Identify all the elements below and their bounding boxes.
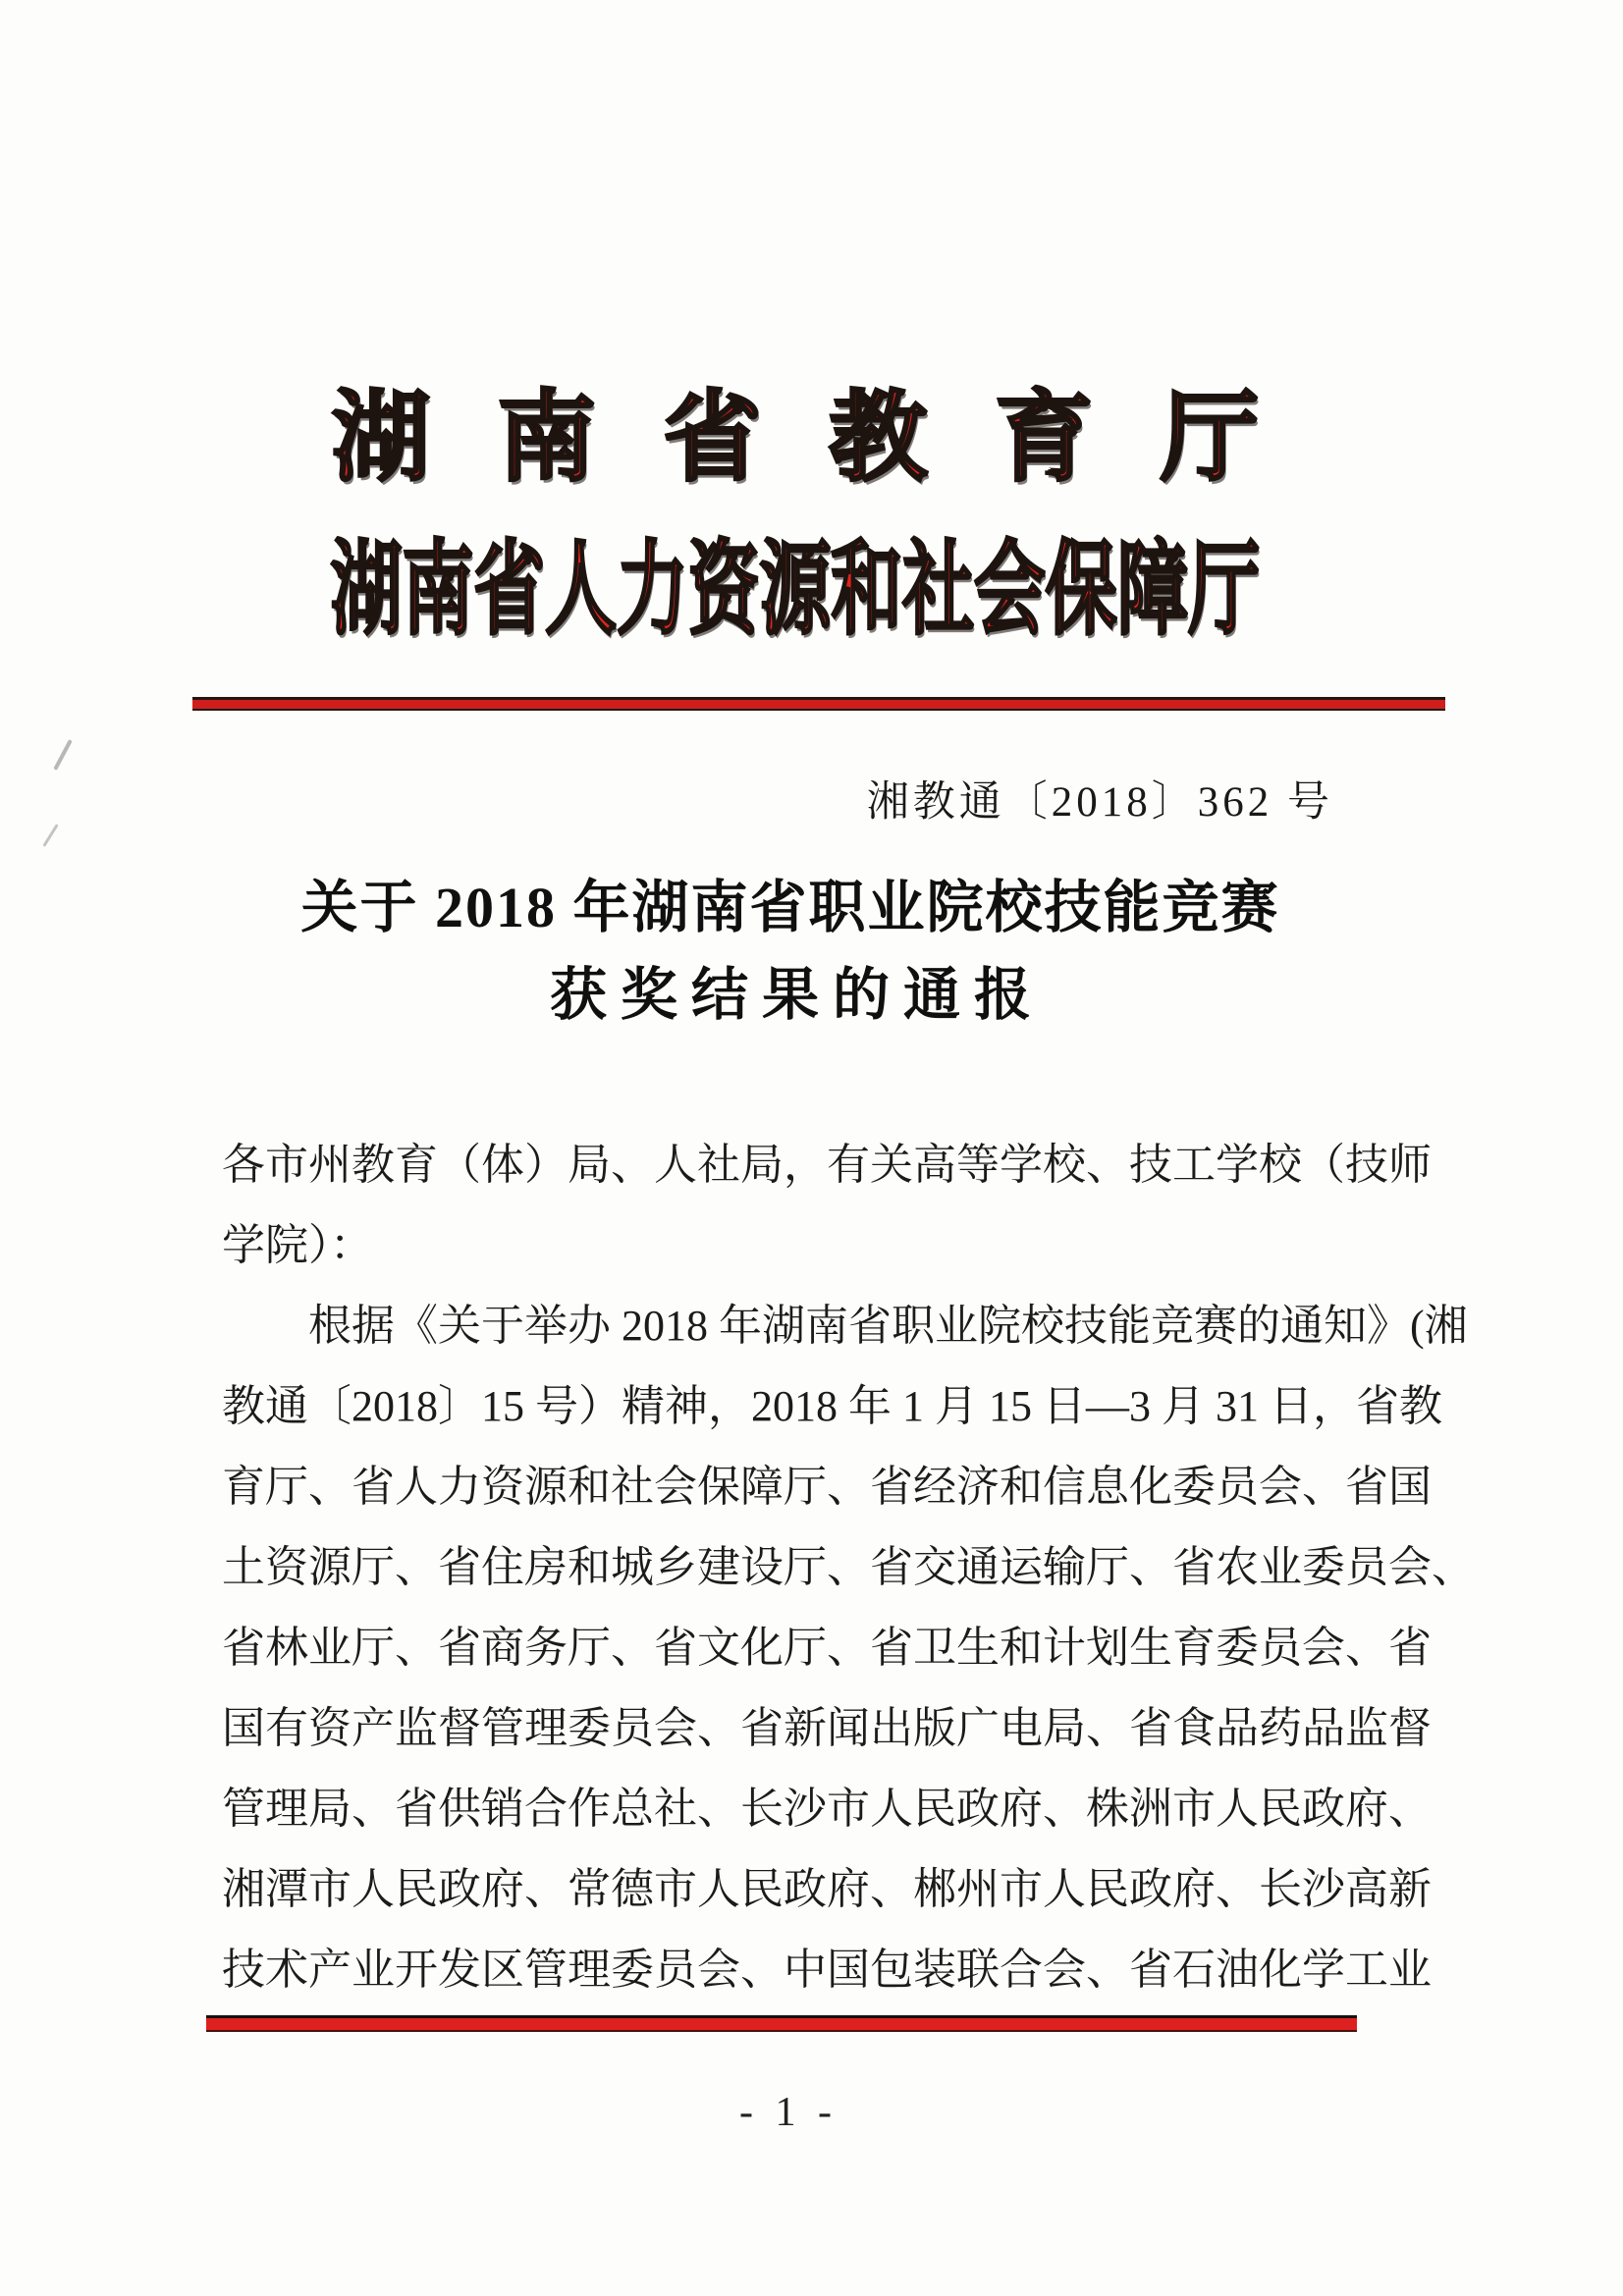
page-number: - 1 -	[739, 2090, 838, 2135]
body-line: 省林业厅、省商务厅、省文化厅、省卫生和计划生育委员会、省	[222, 1624, 1432, 1672]
scan-artifact	[42, 824, 58, 847]
agency-char: 南	[497, 384, 596, 493]
agency-name-secondary	[0, 535, 1591, 647]
agency-char: 育	[995, 384, 1094, 493]
footer-rule	[206, 2015, 1357, 2032]
document-title-line-2: 获奖结果的通报	[549, 963, 1045, 1027]
body-line: 教通〔2018〕15 号）精神，2018 年 1 月 15 日—3 月 31 日，省教	[222, 1382, 1442, 1430]
body-line: 各市州教育（体）局、人社局，有关高等学校、技工学校（技师	[222, 1141, 1432, 1189]
agency-char: 湖	[332, 384, 430, 493]
document-title	[0, 864, 1581, 1039]
document-number: 湘教通〔2018〕362 号	[866, 779, 1333, 826]
agency-name-primary	[332, 385, 1259, 493]
body-line: 管理局、省供销合作总社、长沙市人民政府、株洲市人民政府、	[222, 1785, 1432, 1833]
agency-char: 省	[663, 384, 762, 493]
scan-artifact	[53, 739, 72, 771]
agency-char: 厅	[1160, 384, 1259, 493]
letterhead-divider	[192, 697, 1445, 711]
body-line: 国有资产监督管理委员会、省新闻出版广电局、省食品药品监督	[222, 1704, 1432, 1752]
body-text	[222, 1125, 1475, 2010]
body-line: 育厅、省人力资源和社会保障厅、省经济和信息化委员会、省国	[222, 1463, 1432, 1511]
agency-name-secondary-text: 湖南省人力资源和社会保障厅	[330, 534, 1261, 647]
body-line: 学院）：	[222, 1221, 373, 1269]
body-line: 根据《关于举办 2018 年湖南省职业院校技能竞赛的通知》(湘	[308, 1302, 1468, 1350]
document-title-line-1: 关于 2018 年湖南省职业院校技能竞赛	[300, 876, 1280, 939]
body-line: 技术产业开发区管理委员会、中国包装联合会、省石油化学工业	[222, 1946, 1432, 1994]
body-line: 湘潭市人民政府、常德市人民政府、郴州市人民政府、长沙高新	[222, 1865, 1432, 1913]
body-line: 土资源厅、省住房和城乡建设厅、省交通运输厅、省农业委员会、	[222, 1543, 1475, 1591]
agency-char: 教	[829, 384, 928, 493]
